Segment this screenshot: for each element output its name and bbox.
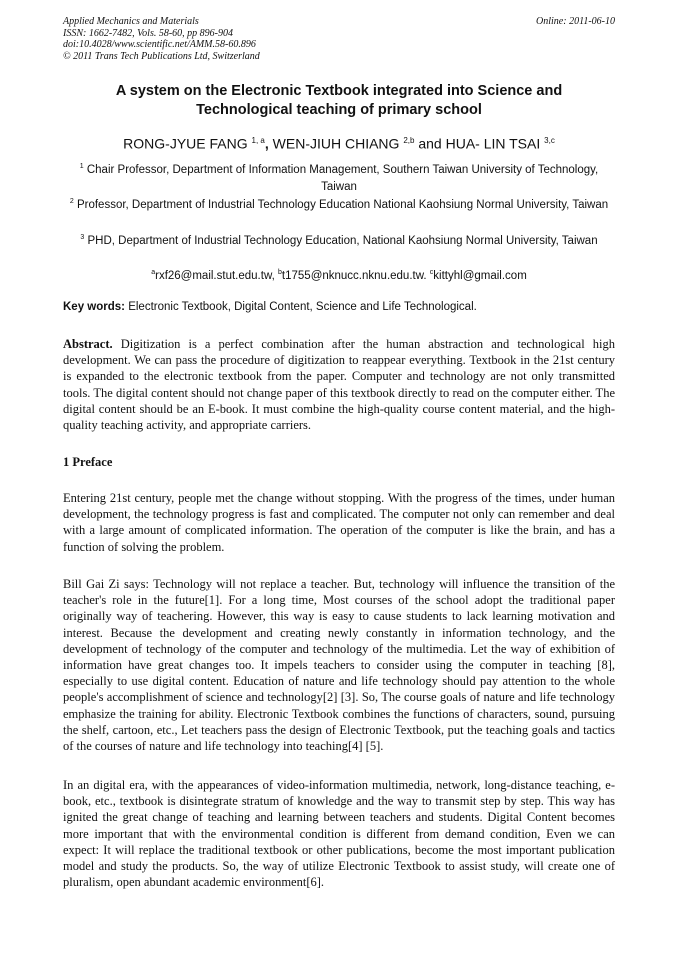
email-marker: a: [151, 269, 156, 276]
author-affiliation-marker: 1, a: [251, 136, 265, 145]
paper-title: [63, 82, 615, 120]
journal-header: [63, 16, 260, 62]
title-line-2: Technological teaching of primary school: [196, 102, 482, 118]
paragraph: Bill Gai Zi says: Technology will not replace a teacher. But, technology will influence the transition of the teacher's role in the future[1]. For a long time, Most courses of the school adopt the traditional paper originally way of teachering. However, this way is easy to cause students to lack learning motivation and interest. Because the development and creating newly constantly in information technology, and the development of technology of the computer and technology of the multimedia. Let the way of exhibition of information have great changes too. It impels teachers to consider using the computer in teaching [8], especially to use digital content. Education of nature and life technology should pay attention to the whole people's accomplishment of science and technology[2] [3]. So, The course goals of nature and life technology emphasize the training for ability. Electronic Textbook combines the functions of characters, sound, pursuing the shelf, cartoon, etc., Let teachers pass the design of Electronic Textbook, put the teaching goals and tactics of the courses of nature and life technology into teaching[4] [5].: [63, 577, 615, 754]
author-separator: ,: [264, 135, 269, 152]
affiliation-number: 3: [80, 234, 85, 241]
doi-line: doi:10.4028/www.scientific.net/AMM.58-60.896: [63, 39, 256, 50]
affiliation-number: 1: [79, 163, 84, 170]
paragraph: Entering 21st century, people met the change without stopping. With the progress of the times, under human development, the technology progress is fast and complicated. The computer not only can remember and deal with a large amount of complicated information. The operation of the computer is like the brain, and has a function of solving the problem.: [63, 491, 615, 554]
copyright-line: © 2011 Trans Tech Publications Ltd, Switzerland: [63, 50, 260, 62]
author-name: WEN-JIUH CHIANG: [272, 135, 400, 152]
author-list: [63, 131, 615, 154]
email-marker: c: [429, 269, 434, 276]
email-address: rxf26@mail.stut.edu.tw,: [155, 269, 275, 282]
author-emails: [63, 264, 615, 285]
keywords-label: Key words:: [63, 301, 125, 313]
affiliation-text: Professor, Department of Industrial Technology Education National Kaohsiung Normal University, Taiwan: [76, 198, 609, 211]
affiliation: [63, 229, 615, 250]
email-address: kittyhl@gmail.com: [433, 269, 527, 282]
affiliation-number: 2: [69, 198, 74, 205]
email-marker: b: [278, 269, 282, 276]
abstract-text: Digitization is a perfect combination after the human abstraction and technological high development. We can pass the procedure of digitization to reappear everything. Textbook in the 21st century is expanded to the electronic textbook from the paper. Computer and technology are not only transmitted tools. The digital content should not change paper of this textbook directly to read on the computer either. The digital content should be an E-book. It must combine the high-quality course content material, and the high-quality teaching activity, and appropriate carriers.: [63, 337, 615, 433]
author-name: RONG-JYUE FANG: [123, 135, 248, 152]
online-date: Online: 2011-06-10: [536, 16, 615, 27]
affiliation-text: Chair Professor, Department of Information Management, Southern Taiwan University of Technology, Taiwan: [86, 163, 599, 193]
affiliation: [63, 158, 615, 196]
abstract-label: Abstract.: [63, 337, 113, 351]
affiliation: [63, 193, 615, 214]
section-heading: 1 Preface: [63, 455, 113, 469]
keywords-text: Electronic Textbook, Digital Content, Science and Life Technological.: [128, 301, 477, 313]
author-affiliation-marker: 2,b: [403, 136, 415, 145]
journal-name: Applied Mechanics and Materials: [63, 16, 199, 27]
paragraph: In an digital era, with the appearances of video-information multimedia, network, long-distance teaching, e-book, etc., textbook is disintegrate stratum of knowledge and the way to transmit step by step. This way has ignited the great change of teaching and learning between teachers and students. Digital Content becomes more important that with the environmental condition is different from demand condition, Even we can expect: It will replace the traditional textbook or other publications, become the most important publication model and study the products. So, the way of utilize Electronic Textbook to assist study, will create one of pluralism, open abundant academic environment[6].: [63, 778, 615, 890]
email-address: t1755@nknucc.nknu.edu.tw.: [281, 269, 427, 282]
affiliation-text: PHD, Department of Industrial Technology Education, National Kaohsiung Normal University, Taiwan: [87, 234, 598, 247]
author-affiliation-marker: 3,c: [544, 136, 555, 145]
author-name: HUA- LIN TSAI: [445, 135, 541, 152]
keywords: [63, 299, 615, 316]
abstract: [63, 336, 615, 433]
issn-line: ISSN: 1662-7482, Vols. 58-60, pp 896-904: [63, 27, 233, 39]
author-separator: and: [418, 135, 442, 152]
title-line-1: A system on the Electronic Textbook integrated into Science and: [115, 83, 563, 99]
